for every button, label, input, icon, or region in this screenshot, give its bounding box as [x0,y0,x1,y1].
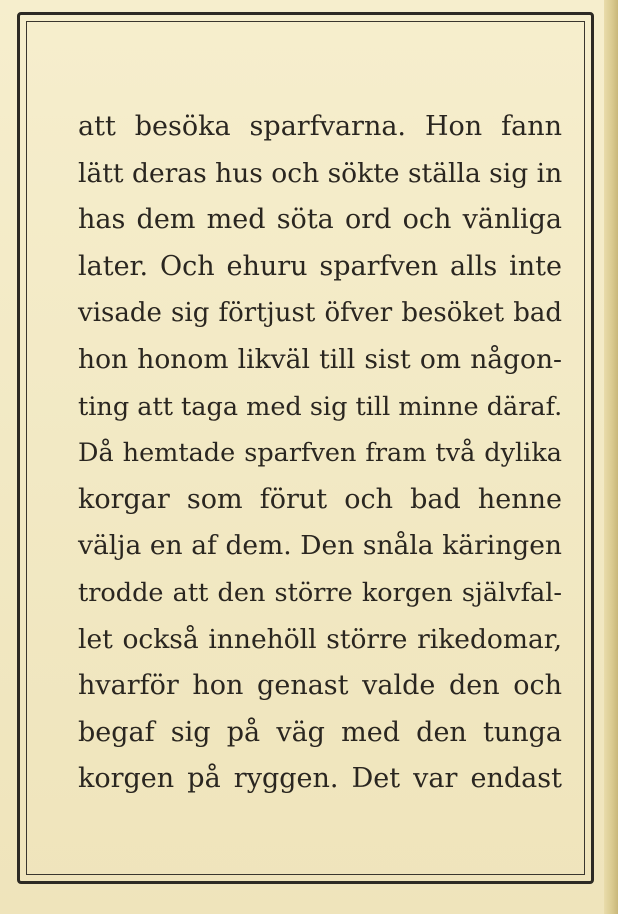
text-line: ting att taga med sig till minne däraf. [78,391,563,422]
text-line: let också innehöll större rikedomar, [78,623,562,655]
text-line: trodde att den större korgen självfal- [78,577,562,608]
text-line: korgar som förut och bad henne [78,483,562,515]
text-line: hvarför hon genast valde den och [78,670,562,702]
text-line: hon honom likväl till sist om någon- [78,343,562,375]
page-edge [604,0,618,914]
text-line: has dem med söta ord och vänliga [78,204,562,236]
body-text [78,104,562,803]
text-line: visade sig förtjust öfver besöket bad [78,298,562,329]
text-line: att besöka sparfvarna. Hon fann [78,111,562,142]
text-line: välja en af dem. Den snåla käringen [78,530,562,562]
text-line: begaf sig på väg med den tunga [78,716,562,748]
text-line: later. Och ehuru sparfven alls inte [78,250,562,282]
text-line: lätt deras hus och sökte ställa sig in [78,157,563,189]
text-line: Då hemtade sparfven fram två dylika [78,438,562,469]
text-line: korgen på ryggen. Det var endast [78,763,562,795]
